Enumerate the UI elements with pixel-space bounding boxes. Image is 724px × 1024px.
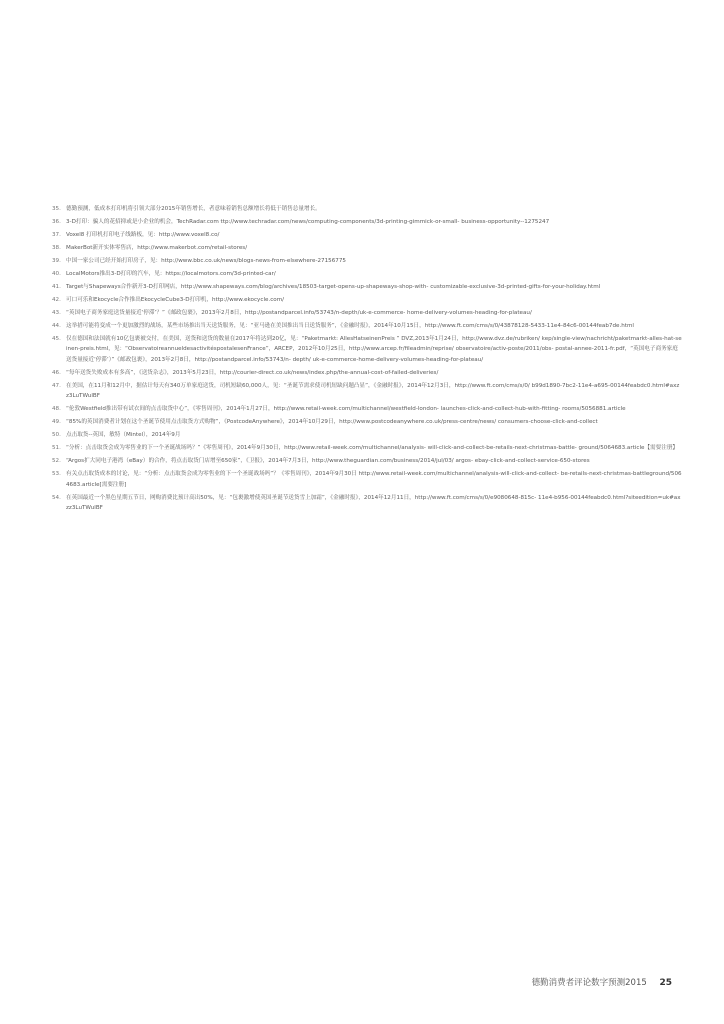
endnote-number: 37. <box>52 232 61 238</box>
endnote-40 <box>52 269 682 279</box>
endnote-44 <box>52 321 682 331</box>
endnote-text: 这举措可能将变成一个更加激烈的战场，某些市场推出当天送货服务，见：“亚马逊在美国推出当日送货服务”，《金融时报》，2014年10月15日，http://www.ft.com/cms/s/0/43878128-5433-11e4-84c6-00144feab7de.html <box>66 323 634 329</box>
endnote-49 <box>52 417 682 427</box>
endnote-42 <box>52 295 682 305</box>
endnote-54 <box>52 493 682 514</box>
endnote-number: 52. <box>52 458 61 465</box>
endnote-number: 40. <box>52 271 61 277</box>
endnote-text: MakerBot新开实体零售店，http://www.makerbot.com/retail-stores/ <box>66 245 248 251</box>
endnote-text: 德勤预测，低成本打印机将引领大部分2015年销售增长，者意味着销售总额增长将低于销售总量增长。 <box>66 206 321 212</box>
endnote-number: 50. <box>52 432 61 439</box>
publication-title: 德勤消费者评论数字预测2015 <box>531 978 647 988</box>
endnote-text: “每年送货失败成本有多高”，《送货杂志》，2013年5月23日，http://courier-direct.co.uk/news/index.php/the-annual-cost-of-failed-deliveries/ <box>66 369 439 376</box>
endnote-text: 在美国，在11月和12月中，据估计每天有340万单家庭送货，司机短缺60,000人，见：“圣诞节需求使司机短缺问题凸显”，《金融时报》，2014年12月3日，http://www.ft.com/cms/s/0/ b99d1890-7bc2-11e4-a695-00144feabdc0.html#axzz3LuTWulBF <box>66 382 680 400</box>
endnote-45 <box>52 334 682 365</box>
endnote-number: 43. <box>52 310 61 316</box>
endnote-46 <box>52 368 682 378</box>
endnote-number: 47. <box>52 382 61 389</box>
endnote-52 <box>52 456 682 466</box>
endnote-35 <box>52 204 682 214</box>
endnote-41 <box>52 282 682 292</box>
endnote-43 <box>52 308 682 318</box>
endnote-text: 3-D打印：骗人的花招抑或是小企业的机会，TechRadar.com ttp://www.techradar.com/news/computing-components/3d-printing-gimmick-or-small- business-opportunity--1275247 <box>66 219 550 225</box>
endnote-47 <box>52 381 682 402</box>
endnote-number: 39. <box>52 258 61 264</box>
endnote-53 <box>52 469 682 490</box>
endnote-number: 48. <box>52 406 61 413</box>
endnote-text: “85%的英国消费者计划在这个圣诞节使用点击取货方式购物”，《PostcodeAnywhere》，2014年10月29日，http://www.postcodeanywhere.co.uk/press-centre/news/ consumers-choose-click-and-collect <box>66 419 598 426</box>
endnote-number: 36. <box>52 219 61 225</box>
endnote-number: 44. <box>52 323 61 329</box>
endnote-36 <box>52 217 682 227</box>
endnote-number: 41. <box>52 284 61 290</box>
endnote-50 <box>52 430 682 440</box>
endnote-39 <box>52 256 682 266</box>
endnote-51 <box>52 443 682 453</box>
endnote-text: Voxel8 打印机打印电子线路板，见：http://www.voxel8.co/ <box>66 232 220 238</box>
endnote-48 <box>52 404 682 414</box>
endnote-text: “英国电子商务家庭送货量接近‘停滞’？”《邮政包裹》，2013年2月8日，http://postandparcel.info/53743/n-depth/uk-e-commerce- home-delivery-volumes-heading-for-plateau/ <box>66 310 532 316</box>
endnote-text: “伦敦Westfield推出带有试衣间的点击取货中心”，《零售周刊》，2014年1月27日，http://www.retail-week.com/multichannel/westfield-london- launches-click-and-collect-hub-with-fitting- rooms/5056881.article <box>66 406 626 413</box>
endnote-number: 54. <box>52 494 61 501</box>
endnote-number: 38. <box>52 245 61 251</box>
endnote-text: Target与Shapeways合作新开3-D打印网店，http://www.shapeways.com/blog/archives/18503-target-opens-up-shapeways-shop-with- customizable-exclusive-3d-printed-gifts-for-your-holiday.html <box>66 284 601 290</box>
endnote-37 <box>52 230 682 240</box>
endnote-number: 51. <box>52 445 61 452</box>
endnote-text: 在英国最近一个黑色星期五节日，网购消费比预计高出50%，见：“包裹激增使英国圣诞节送货雪上加霜”，《金融时报》，2014年12月11日，http://www.ft.com/cms/s/0/e9080648-815c- 11e4-b956-00144feabdc0.html?siteedition=uk#axzz3LuTWulBF <box>66 494 681 512</box>
endnote-number: 35. <box>52 206 61 212</box>
endnote-number: 53. <box>52 471 61 478</box>
endnote-text: LocalMotors推出3-D打印的汽车，见：https://localmotors.com/3d-printed-car/ <box>66 271 276 277</box>
endnote-text: 点击取货--英国，敏特（Mintel），2014年9月 <box>66 432 181 439</box>
endnote-number: 49. <box>52 419 61 426</box>
endnote-text: 中国一家公司已经开始打印房子，见：http://www.bbc.co.uk/news/blogs-news-from-elsewhere-27156775 <box>66 258 346 264</box>
page-footer <box>0 976 672 988</box>
endnote-number: 42. <box>52 297 61 303</box>
endnote-38 <box>52 243 682 253</box>
endnote-number: 45. <box>52 336 61 342</box>
endnote-text: 可口可乐和Ekocycle合作推出EkocycleCube3-D打印机，http://www.ekocycle.com/ <box>66 297 285 303</box>
endnotes-list <box>52 204 682 516</box>
page-number: 25 <box>659 978 672 988</box>
endnote-text: 仅在德国和法国就有10亿包裹被交付，在美国，送货和送货的数量在2017年将达到20亿，见：“Paketmarkt: AllesHatseinenPreis ” DVZ,2013年1月24日，http://www.dvz.de/rubriken/ kep/single-view/nachricht/paketmarkt-alles-hat-seinen-preis.html，见：“ObservatoireannueldesactivitéspostalesenFrance”，ARCEP，2012年10月25日，http://www.arcep.fr/fileadmin/reprise/ observatoire/activ-poste/2011/obs- postal-annee-2011-fr.pdf，“英国电子商务家庭送货量接近‘停滞’）”《邮政包裹》，2013年2月8日，http://postandparcel.info/53743/n- depth/ uk-e-commerce-home-delivery-volumes-heading-for-plateau/ <box>66 336 682 363</box>
endnote-number: 46. <box>52 369 61 376</box>
endnote-text: “Argos扩大同电子港湾（eBay）的合作，将点击取货门店增至650家”，《卫报》，2014年7月3日，http://www.theguardian.com/business/2014/jul/03/ argos- ebay-click-and-collect-service-650-stores <box>66 458 590 465</box>
endnote-text: 有关点击取货成本的讨论，见：“分析：点击取货会成为零售业的下一个圣诞战场吗”？《零售周刊》，2014年9月30日 http://www.retail-week.com/multichannel/analysis-will-click-and-collect- be-retails-next-christmas-battleground/5064683.article[需要注册] <box>66 471 682 488</box>
endnote-text: “分析：点击取货会成为零售业的下一个圣诞战场吗？”《零售周刊》，2014年9月30日，http://www.retail-week.com/multichannel/analysis- will-click-and-collect-be-retails-next-christmas-battle- ground/5064683.article【需要注册】 <box>66 445 679 452</box>
